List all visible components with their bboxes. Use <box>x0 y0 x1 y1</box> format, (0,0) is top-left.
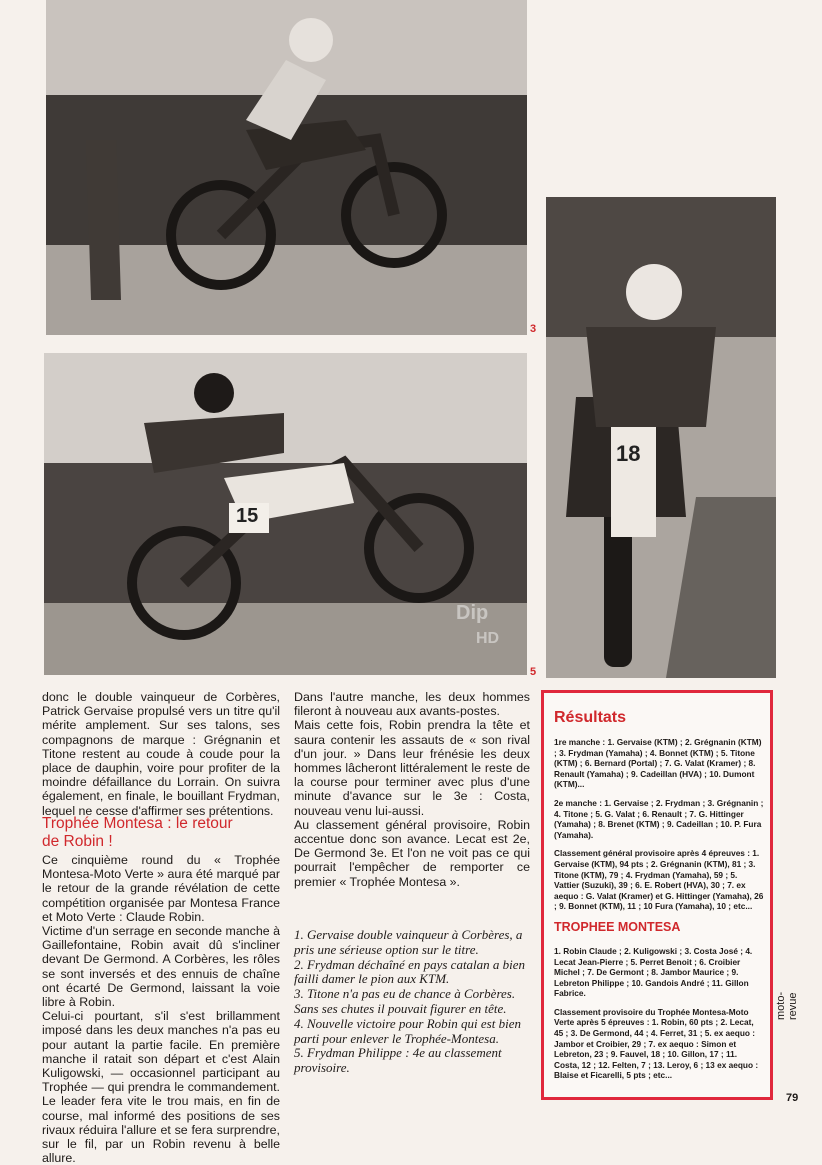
trophy-race-results: 1. Robin Claude ; 2. Kuligowski ; 3. Costa José ; 4. Lecat Jean-Pierre ; 5. Perret Benoit ; 6. Croibier Michel ; 7. De Germont ; 8. Jambor Maurice ; 9. Lebreton Philippe ; 10. Gandois André ; 11. Gillon Fabrice. <box>554 945 753 999</box>
trophy-general-ranking: Classement provisoire du Trophée Montesa-Moto Verte après 5 épreuves : 1. Robin, 60 pts ; 2. Lecat, 45 ; 3. De Germond, 44 ; 4. Ferret, 31 ; 5. ex aequo : Jambor et Croibier, 29 ; 7. ex aequo : Simon et Lebreton, 23 ; 9. Fauvel, 18 ; 10. Gillon, 17 ; 11. Costa, 12 ; 12. Felten, 7 ; 13. Leroy, 6 ; 13 ex aequo : Blaise et Ficarelli, 5 pts ; etc... <box>554 1006 759 1081</box>
caption-2: 2. Frydman déchaîné en pays catalan a bien failli damer le pion aux KTM. <box>294 956 526 987</box>
results-general-ranking: Classement général provisoire après 4 épreuves : 1. Gervaise (KTM), 94 pts ; 2. Grégnanin (KTM), 81 ; 3. Titone (KTM), 79 ; 4. Frydman (Yamaha), 59 ; 5. Vattier (Suzuki), 39 ; 6. E. Robert (HVA), 30 ; 7. ex aequo : G. Valat (Kramer) et G. Hittinger (Yamaha), 26 ; 9. Bonnet (KTM), 11 ; 10 Fura (Yamaha), 10 ; etc... <box>554 848 764 912</box>
watermark-line2: HD <box>476 630 500 647</box>
article-paragraph-4: Celui-ci pourtant, s'il s'est brillamment imposé dans les deux manches n'a pas eu pour autant la partie facile. En première manche il ratait son départ et c'est Alain Kuligowski, — occasionnel participant au Trophée — qui prendra le commandement. Le leader fera vite le trou mais, en fin de course, mal informé des positions de ses rivaux réduira l'allure et se fera surprendre, sur le fil, par un Robin revenu à belle allure. <box>42 1009 280 1165</box>
figure-number-3: 3 <box>530 323 537 335</box>
caption-3: 3. Titone n'a pas eu de chance à Corbères. Sans ses chutes il pouvait figurer en tête. <box>294 986 516 1016</box>
article-paragraph-6: Mais cette fois, Robin prendra la tête et saura contenir les assauts de « son rival d'un jour. » Dans leur frénésie les deux hommes lâcheront littéralement le reste de la course pour terminer avec plus d'une minute d'avance sur le 3e : Costa, nouveau venu lui-aussi. <box>294 718 530 818</box>
caption-4: 4. Nouvelle victoire pour Robin qui est bien parti pour enlever le Trophée-Montesa. <box>294 1015 521 1046</box>
article-paragraph-5: Dans l'autre manche, les deux hommes fileront à nouveau aux avants-postes. <box>294 690 530 719</box>
bike-number-plate-18: 18 <box>616 441 641 466</box>
article-subheading: Trophée Montesa : le retour de Robin ! <box>42 815 233 850</box>
article-paragraph-7: Au classement général provisoire, Robin accentue donc son avance. Lecat est 2e, De Germond 3e. Et l'on ne voit pas ce qui pourrait l'empêcher de remporter ce premier « Trophée Montesa ». <box>294 817 530 889</box>
article-column-left-bottom <box>42 853 280 1165</box>
figure-number-5: 5 <box>530 666 537 678</box>
photo-captions <box>294 928 530 1076</box>
photo-rider-front <box>546 197 776 678</box>
photo-rider-jump-top <box>46 0 527 335</box>
watermark-line1: Dip <box>456 602 489 624</box>
bike-number-plate-15: 15 <box>236 505 259 527</box>
caption-5: 5. Frydman Philippe : 4e au classement provisoire. <box>294 1045 502 1076</box>
page-number: 79 <box>786 1092 799 1104</box>
results-manche-1: 1re manche : 1. Gervaise (KTM) ; 2. Grégnanin (KTM) ; 3. Frydman (Yamaha) ; 4. Bonnet (KTM) ; 5. Titone (KTM) ; 6. Bernard (Portal) ; 7. G. Valat (Kramer) ; 8. Renault (Yamaha) ; 9. Cadeillan (HVA) ; 10. Dumont (KTM)... <box>554 737 762 790</box>
magazine-name: moto-revue <box>775 991 799 1020</box>
article-paragraph-3: Victime d'un serrage en seconde manche à Gaillefontaine, Robin avait dû s'incliner devant De Germond. A Corbères, les rôles se sont inversés et des ennuis de chaîne ont écarté De Germond, laissant la voie libre à Robin. <box>42 924 280 1010</box>
article-column-middle <box>294 690 530 889</box>
motorcycle-silhouette-3 <box>546 197 776 678</box>
article-paragraph-1: donc le double vainqueur de Corbères, Patrick Gervaise propulsé vers un titre qu'il mérite amplement. Sur ses talons, ses compagnons de marque : Grégnanin et Titone restent au coude à coude pour la place de dauphin, voire pour profiter de la moindre défaillance du Lorrain. On suivra également, en finale, le bouillant Frydman, lequel ne cesse d'affirmer ses prétentions. <box>42 690 280 818</box>
caption-1: 1. Gervaise double vainqueur à Corbères, a pris une sérieuse option sur le titre. <box>294 927 523 957</box>
results-title: Résultats <box>554 709 627 726</box>
article-column-left-top <box>42 690 280 818</box>
results-manche-2: 2e manche : 1. Gervaise ; 2. Frydman ; 3. Grégnanin ; 4. Titone ; 5. G. Valat ; 6. Renault ; 7. G. Hittinger (Yamaha) ; 8. Brenet (KTM) ; 9. Cadeillan ; 10. P. Fura (Yamaha). <box>554 797 764 840</box>
results-box <box>541 690 773 1100</box>
trophy-montesa-title: TROPHEE MONTESA <box>554 919 681 934</box>
motorcycle-silhouette-1 <box>46 0 527 335</box>
watermark-logo <box>446 590 524 660</box>
article-paragraph-2: Ce cinquième round du « Trophée Montesa-Moto Verte » aura été marqué par le retour de la grande révélation de cette compétition organisée par Montesa France et Moto Verte : Claude Robin. <box>42 853 280 924</box>
